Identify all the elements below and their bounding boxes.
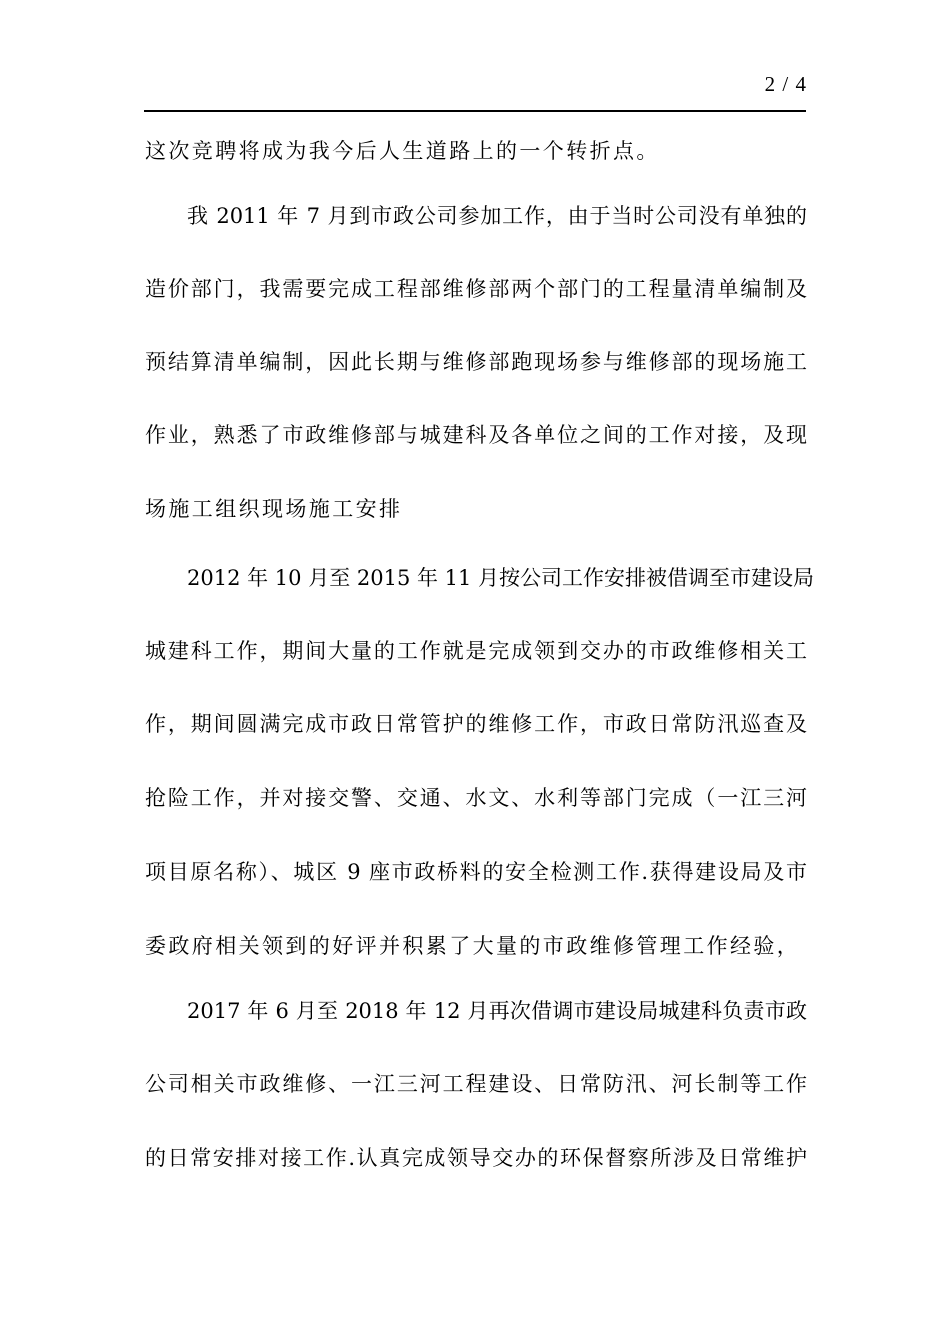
paragraph-line: 作，期间圆满完成市政日常管护的维修工作，市政日常防汛巡查及 <box>145 712 807 736</box>
paragraph-line: 这次竞聘将成为我今后人生道路上的一个转折点。 <box>145 139 660 163</box>
paragraph-line: 的日常安排对接工作.认真完成领导交办的环保督察所涉及日常维护 <box>145 1146 807 1170</box>
paragraph-line: 2017 年 6 月至 2018 年 12 月再次借调市建设局城建科负责市政 <box>187 999 807 1023</box>
paragraph-line: 公司相关市政维修、一江三河工程建设、日常防汛、河长制等工作 <box>145 1072 807 1096</box>
paragraph-line: 场施工组织现场施工安排 <box>145 497 403 521</box>
page-number: 2 / 4 <box>764 72 807 96</box>
paragraph-line: 抢险工作，并对接交警、交通、水文、水利等部门完成（一江三河 <box>145 786 807 810</box>
paragraph-line: 作业，熟悉了市政维修部与城建科及各单位之间的工作对接，及现 <box>145 423 807 447</box>
paragraph-line: 项目原名称）、城区 9 座市政桥料的安全检测工作.获得建设局及市 <box>145 860 807 884</box>
paragraph-line: 预结算清单编制，因此长期与维修部跑现场参与维修部的现场施工 <box>145 350 807 374</box>
paragraph-line: 城建科工作，期间大量的工作就是完成领到交办的市政维修相关工 <box>145 639 807 663</box>
paragraph-line: 2012 年 10 月至 2015 年 11 月按公司工作安排被借调至市建设局 <box>187 566 815 590</box>
header-divider <box>144 110 806 112</box>
paragraph-line: 我 2011 年 7 月到市政公司参加工作，由于当时公司没有单独的 <box>187 204 807 228</box>
paragraph-line: 委政府相关领到的好评并积累了大量的市政维修管理工作经验， <box>145 934 801 958</box>
paragraph-line: 造价部门，我需要完成工程部维修部两个部门的工程量清单编制及 <box>145 277 807 301</box>
